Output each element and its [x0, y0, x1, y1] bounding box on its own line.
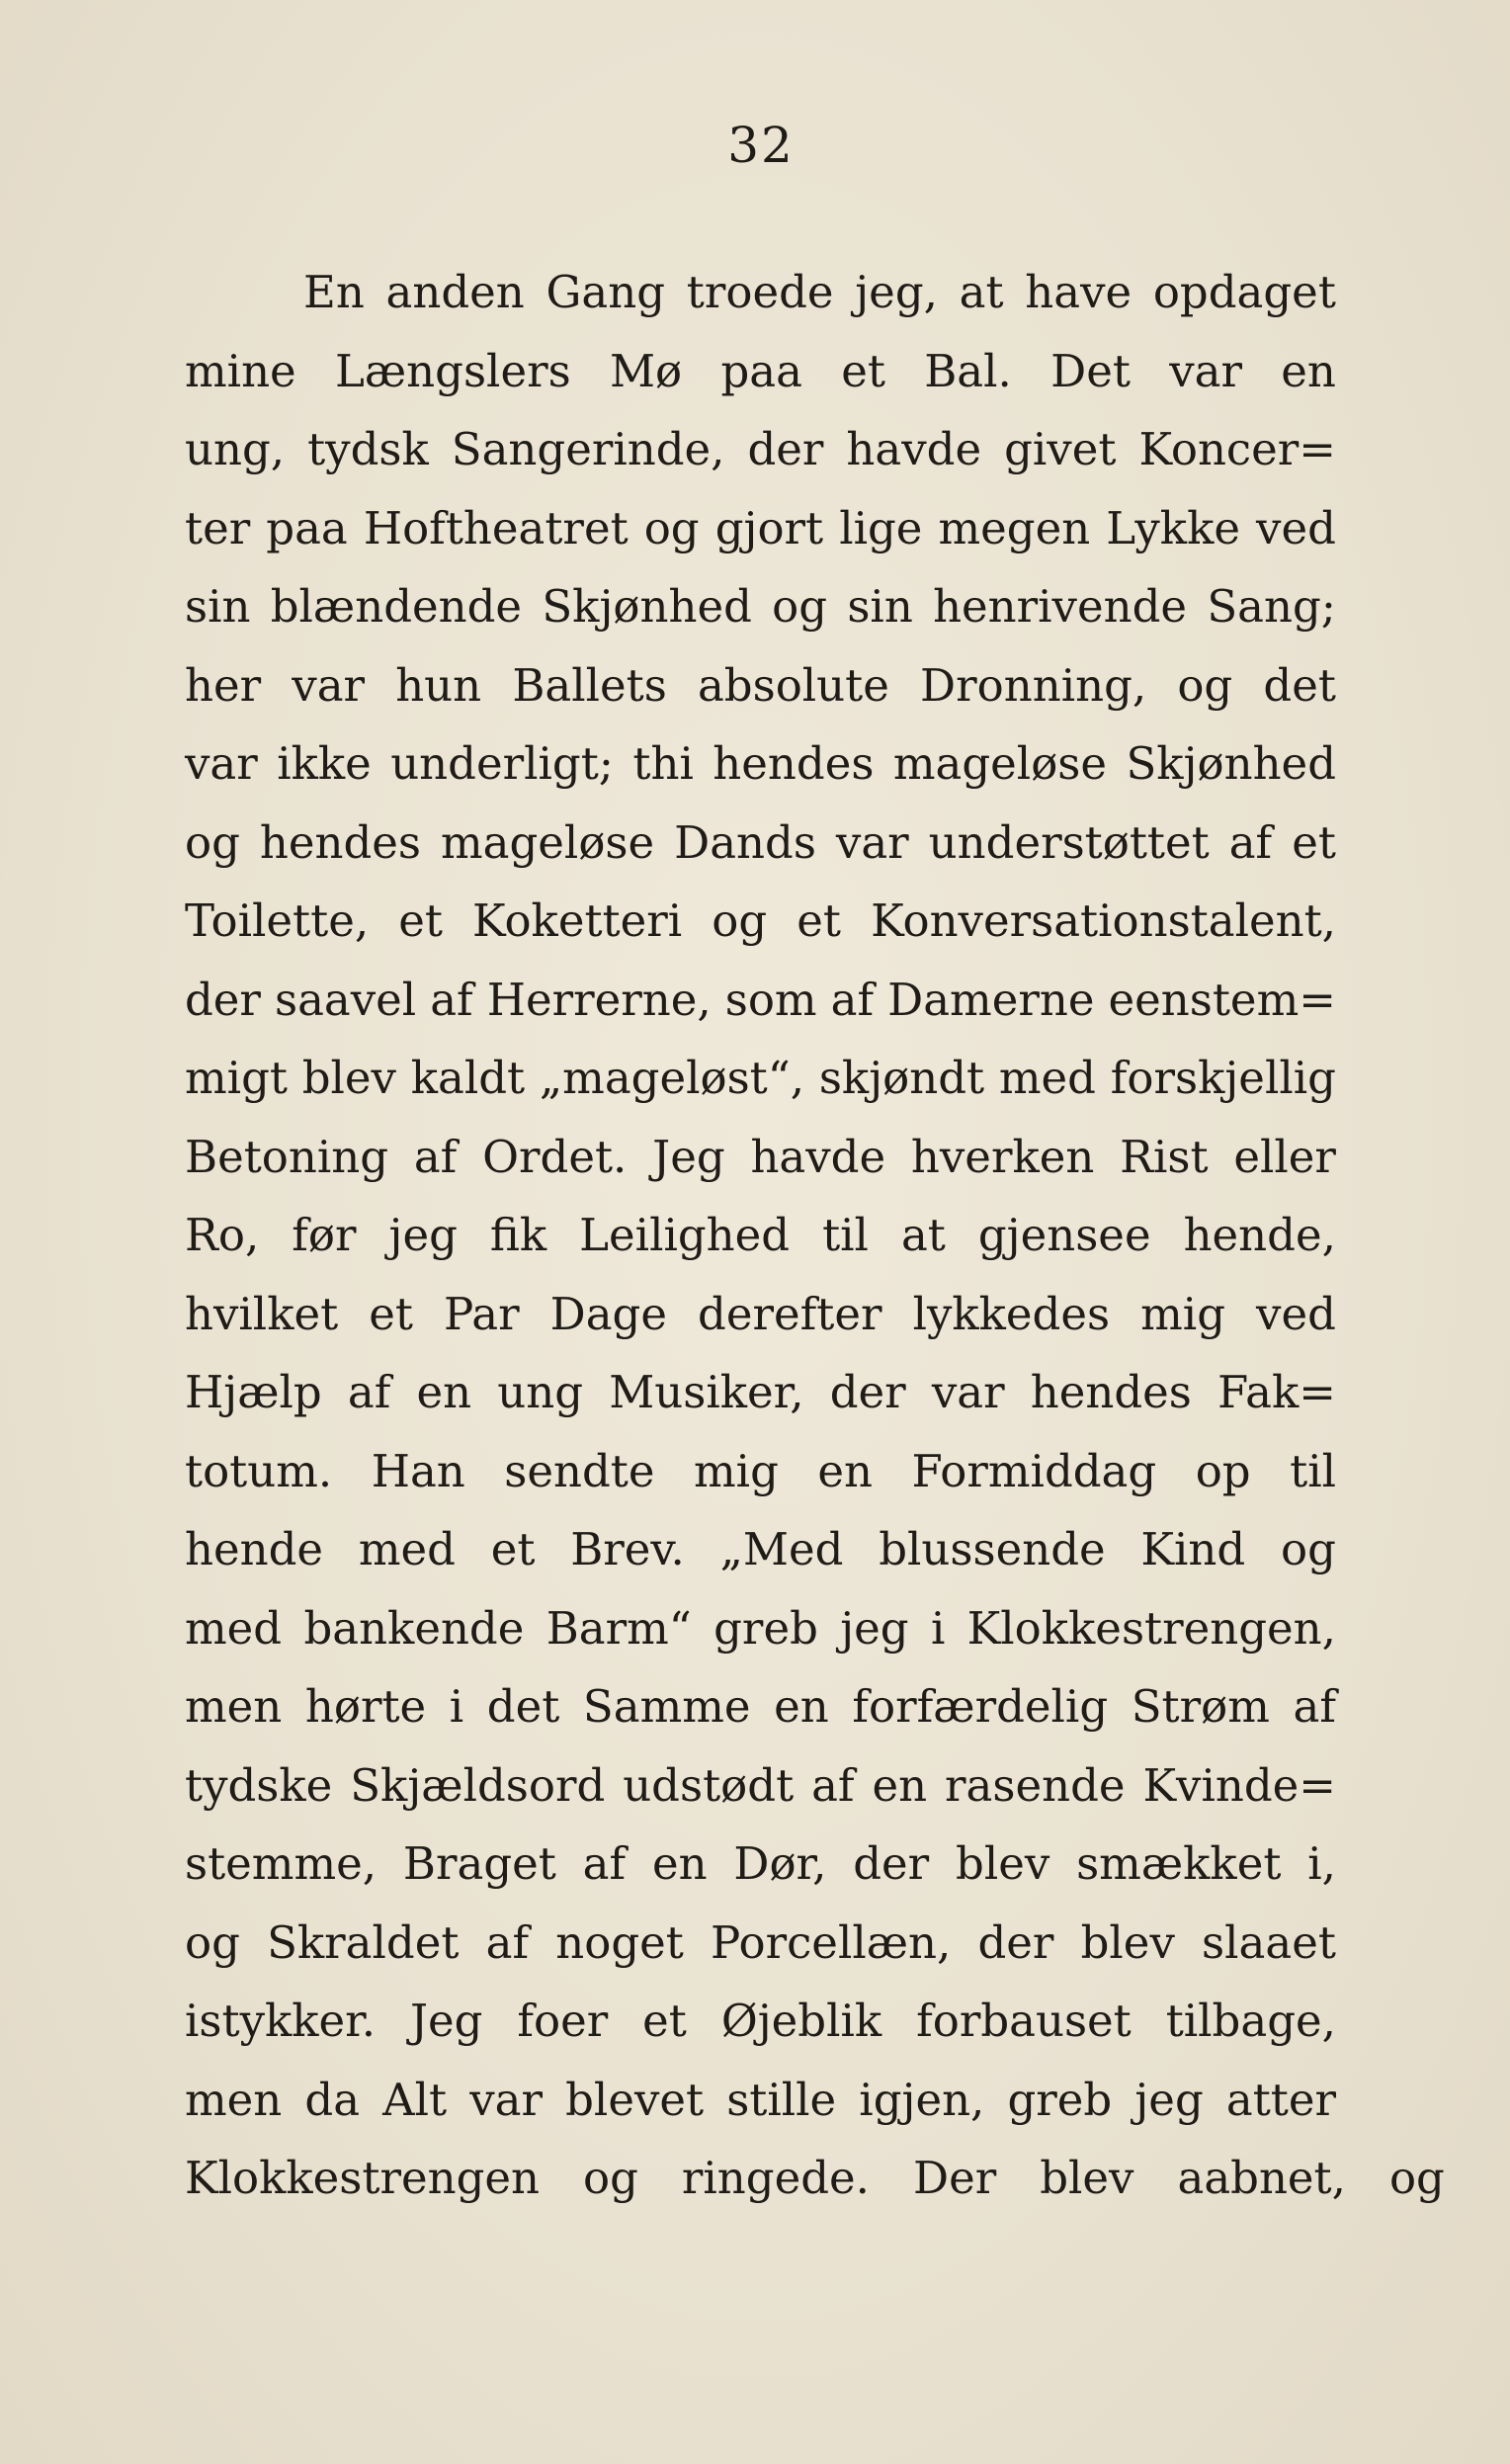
word: tydsk: [307, 423, 429, 475]
word: forskjellig: [1110, 1052, 1336, 1104]
word: og: [1177, 658, 1233, 712]
word: henrivende: [933, 580, 1188, 633]
word: af: [413, 1130, 458, 1183]
word: Der: [912, 2152, 997, 2204]
word: af: [1228, 815, 1273, 869]
word: Skjældsord: [350, 1758, 606, 1812]
word: underligt;: [390, 737, 614, 790]
word: hun: [395, 658, 482, 712]
word: Skjønhed: [542, 580, 752, 633]
word: af: [811, 1758, 855, 1812]
word: af: [347, 1366, 391, 1418]
word: mig: [1140, 1287, 1225, 1340]
word: af: [830, 973, 875, 1026]
word: Ordet.: [482, 1130, 628, 1183]
word: ved: [1256, 501, 1336, 554]
word: var: [1169, 344, 1242, 397]
word: her: [185, 658, 262, 712]
word: Damerne: [887, 973, 1095, 1026]
word: hendes: [713, 737, 875, 790]
word: fik: [489, 1209, 547, 1261]
word: stemme,: [185, 1837, 378, 1890]
word: gjort: [714, 501, 824, 554]
text-line: [185, 1589, 1336, 1668]
word: Koncer=: [1138, 423, 1336, 475]
word: ung,: [185, 423, 286, 475]
word: Samme: [582, 1680, 751, 1733]
word: Fak=: [1217, 1366, 1336, 1418]
text-line: [185, 1982, 1336, 2061]
text-line: [185, 332, 1336, 411]
word: og: [712, 894, 768, 947]
word: Dands: [674, 815, 816, 869]
word: saavel: [274, 973, 417, 1026]
word: var: [931, 1366, 1005, 1418]
word: Konversationstalent,: [871, 894, 1336, 947]
word: hverken: [910, 1130, 1095, 1183]
word: en: [774, 1680, 829, 1733]
word: ter: [185, 501, 251, 554]
word: Formiddag: [911, 1444, 1157, 1497]
word: Kind: [1140, 1523, 1246, 1575]
word: hendes: [1030, 1366, 1192, 1418]
page-number: 32: [727, 117, 795, 174]
word: var: [292, 658, 366, 712]
word: igjen,: [859, 2073, 985, 2126]
word: Koketteri: [472, 894, 683, 947]
word: der: [185, 973, 261, 1026]
word: af: [1293, 1680, 1336, 1733]
word: det: [1263, 658, 1336, 712]
word: Brev.: [570, 1523, 685, 1575]
text-line: [185, 253, 1336, 332]
word: til: [1290, 1444, 1336, 1497]
word: eenstem=: [1108, 973, 1336, 1026]
word: Leilighed: [579, 1209, 791, 1261]
word: En: [303, 266, 365, 318]
word: og: [185, 1915, 240, 1969]
word: det: [486, 1680, 560, 1733]
word: Herrerne,: [486, 973, 712, 1026]
word: mageløse: [892, 737, 1108, 790]
word: Sangerinde,: [451, 423, 725, 475]
word: hende,: [1183, 1209, 1336, 1261]
word: forfærdelig: [852, 1680, 1109, 1733]
text-line: [185, 1904, 1336, 1983]
text-line: [185, 489, 1336, 568]
word: hvilket: [185, 1287, 339, 1340]
word: hørte: [304, 1680, 427, 1733]
word: et: [369, 1287, 413, 1340]
word: Øjeblik: [720, 1995, 882, 2047]
word: var: [469, 2073, 544, 2126]
word: mine: [185, 344, 296, 397]
word: med: [185, 1601, 283, 1655]
word: en: [651, 1837, 708, 1890]
word: med: [998, 1052, 1096, 1104]
word: blændende: [270, 580, 523, 633]
word: Musiker,: [609, 1366, 804, 1418]
word: at: [900, 1209, 946, 1261]
word: men: [185, 2073, 283, 2126]
word: Braget: [402, 1837, 556, 1890]
word: eller: [1233, 1130, 1336, 1183]
word: Han: [371, 1444, 465, 1497]
word: at: [959, 266, 1004, 318]
word: og: [1388, 2152, 1445, 2204]
word: ringede.: [681, 2152, 870, 2204]
word: noget: [555, 1915, 684, 1969]
word: greb: [1007, 2073, 1113, 2126]
word: slaaet: [1202, 1915, 1336, 1969]
word: Sang;: [1207, 580, 1336, 633]
word: smækket: [1076, 1837, 1282, 1890]
word: en: [416, 1366, 472, 1418]
text-line: [185, 1432, 1336, 1511]
word: Rist: [1120, 1130, 1209, 1183]
word: paa: [266, 501, 348, 554]
word: sendte: [504, 1444, 655, 1497]
word: „Med: [719, 1523, 844, 1575]
word: hendes: [259, 815, 422, 869]
word: troede: [686, 266, 834, 318]
word: absolute: [697, 658, 889, 712]
word: Strøm: [1131, 1680, 1270, 1733]
word: bankende: [303, 1601, 525, 1655]
text-line: [185, 567, 1336, 646]
word: der: [829, 1366, 906, 1418]
word: Ro,: [185, 1209, 260, 1261]
word: et: [841, 344, 885, 397]
word: Klokkestrengen,: [966, 1601, 1336, 1655]
word: opdaget: [1152, 266, 1336, 318]
word: Ballets: [512, 658, 667, 712]
word: lige: [839, 501, 923, 554]
word: ikke: [277, 737, 372, 790]
word: jeg: [1134, 2073, 1204, 2126]
word: paa: [720, 344, 802, 397]
word: i: [449, 1680, 464, 1733]
word: sin: [185, 580, 251, 633]
word: sin: [847, 580, 913, 633]
word: blev: [1080, 1915, 1175, 1969]
word: tilbage,: [1165, 1995, 1336, 2047]
word: derefter: [698, 1287, 882, 1340]
word: understøttet: [928, 815, 1210, 869]
word: foer: [517, 1995, 609, 2047]
text-line: [185, 1825, 1336, 1904]
word: en: [872, 1758, 928, 1812]
word: kaldt: [410, 1052, 526, 1104]
word: Jeg: [652, 1130, 725, 1183]
word: til: [822, 1209, 869, 1261]
word: aabnet,: [1177, 2152, 1346, 2204]
word: og: [1281, 1523, 1336, 1575]
text-line: [185, 1118, 1336, 1197]
word: ved: [1256, 1287, 1336, 1340]
word: Lykke: [1106, 501, 1240, 554]
text-line: [185, 961, 1336, 1040]
word: Par: [443, 1287, 520, 1340]
word: totum.: [185, 1444, 333, 1497]
word: Porcellæn,: [711, 1915, 952, 1969]
word: greb: [713, 1601, 818, 1655]
word: men: [185, 1680, 283, 1733]
word: en: [1281, 344, 1336, 397]
word: migt: [185, 1052, 288, 1104]
word: rasende: [945, 1758, 1126, 1812]
word: tydske: [185, 1758, 333, 1812]
text-line: [185, 1510, 1336, 1589]
word: givet: [1004, 423, 1117, 475]
word: Toilette,: [185, 894, 370, 947]
word: der: [853, 1837, 930, 1890]
word: Hjælp: [185, 1366, 322, 1418]
word: der: [747, 423, 824, 475]
word: af: [485, 1915, 530, 1969]
word: blev: [1040, 2152, 1134, 2204]
word: jeg: [388, 1209, 458, 1261]
word: havde: [750, 1130, 886, 1183]
word: Skjønhed: [1126, 737, 1336, 790]
word: Barm“: [545, 1601, 692, 1655]
word: før: [292, 1209, 357, 1261]
word: blevet: [565, 2073, 705, 2126]
text-line: [185, 724, 1336, 804]
word: jeg,: [855, 266, 938, 318]
word: af: [582, 1837, 627, 1890]
word: Det: [1050, 344, 1131, 397]
text-line: [185, 1039, 1336, 1118]
text-line: [185, 410, 1336, 489]
word: have: [1025, 266, 1132, 318]
text-line: [185, 1746, 1336, 1826]
word: mig: [694, 1444, 779, 1497]
word: Mø: [609, 344, 683, 397]
word: et: [797, 894, 841, 947]
word: udstødt: [623, 1758, 795, 1812]
word: blev: [301, 1052, 396, 1104]
word: mageløse: [441, 815, 655, 869]
text-line: [185, 1196, 1336, 1275]
word: Dør,: [733, 1837, 827, 1890]
word: et: [1292, 815, 1336, 869]
word: Jeg: [409, 1995, 483, 2047]
word: Bal.: [924, 344, 1012, 397]
word: af: [430, 973, 473, 1026]
text-line: [185, 804, 1336, 883]
word: som: [724, 973, 817, 1026]
word: gjensee: [977, 1209, 1151, 1261]
word: ung: [497, 1366, 584, 1418]
word: Hoftheatret: [363, 501, 629, 554]
word: Dage: [549, 1287, 667, 1340]
body-text: [185, 253, 1445, 2218]
word: stille: [726, 2073, 837, 2126]
word: atter: [1225, 2073, 1336, 2126]
word: Alt: [382, 2073, 448, 2126]
word: thi: [632, 737, 694, 790]
word: megen: [938, 501, 1091, 554]
text-line: [185, 2139, 1445, 2218]
text-line: [185, 1667, 1336, 1746]
word: havde: [846, 423, 982, 475]
word: lykkedes: [912, 1287, 1111, 1340]
word: istykker.: [185, 1995, 377, 2047]
text-line: [185, 1275, 1336, 1354]
word: i: [930, 1601, 946, 1655]
word: forbauset: [916, 1995, 1132, 2047]
text-line: [185, 646, 1336, 725]
word: der: [977, 1915, 1054, 1969]
word: var: [185, 737, 258, 790]
word: var: [835, 815, 909, 869]
word: et: [490, 1523, 536, 1575]
text-line: [185, 1353, 1336, 1432]
word: et: [398, 894, 443, 947]
word: Kvinde=: [1142, 1758, 1336, 1812]
word: hende: [185, 1523, 324, 1575]
word: blussende: [879, 1523, 1106, 1575]
word: anden: [385, 266, 525, 318]
word: blev: [956, 1837, 1050, 1890]
word: og: [772, 580, 828, 633]
word: op: [1195, 1444, 1251, 1497]
word: en: [817, 1444, 874, 1497]
word: da: [304, 2073, 361, 2126]
word: Klokkestrengen: [185, 2152, 540, 2204]
word: og: [583, 2152, 638, 2204]
word: et: [642, 1995, 687, 2047]
word: Skraldet: [267, 1915, 460, 1969]
text-line: [185, 882, 1336, 961]
word: med: [358, 1523, 456, 1575]
word: skjøndt: [818, 1052, 985, 1104]
word: i,: [1307, 1837, 1336, 1890]
word: „mageløst“,: [539, 1052, 805, 1104]
word: og: [185, 815, 240, 869]
word: og: [643, 501, 700, 554]
word: Længslers: [334, 344, 571, 397]
word: Gang: [545, 266, 666, 318]
word: Dronning,: [920, 658, 1147, 712]
word: Betoning: [185, 1130, 389, 1183]
text-line: [185, 2061, 1336, 2140]
word: jeg: [840, 1601, 909, 1655]
